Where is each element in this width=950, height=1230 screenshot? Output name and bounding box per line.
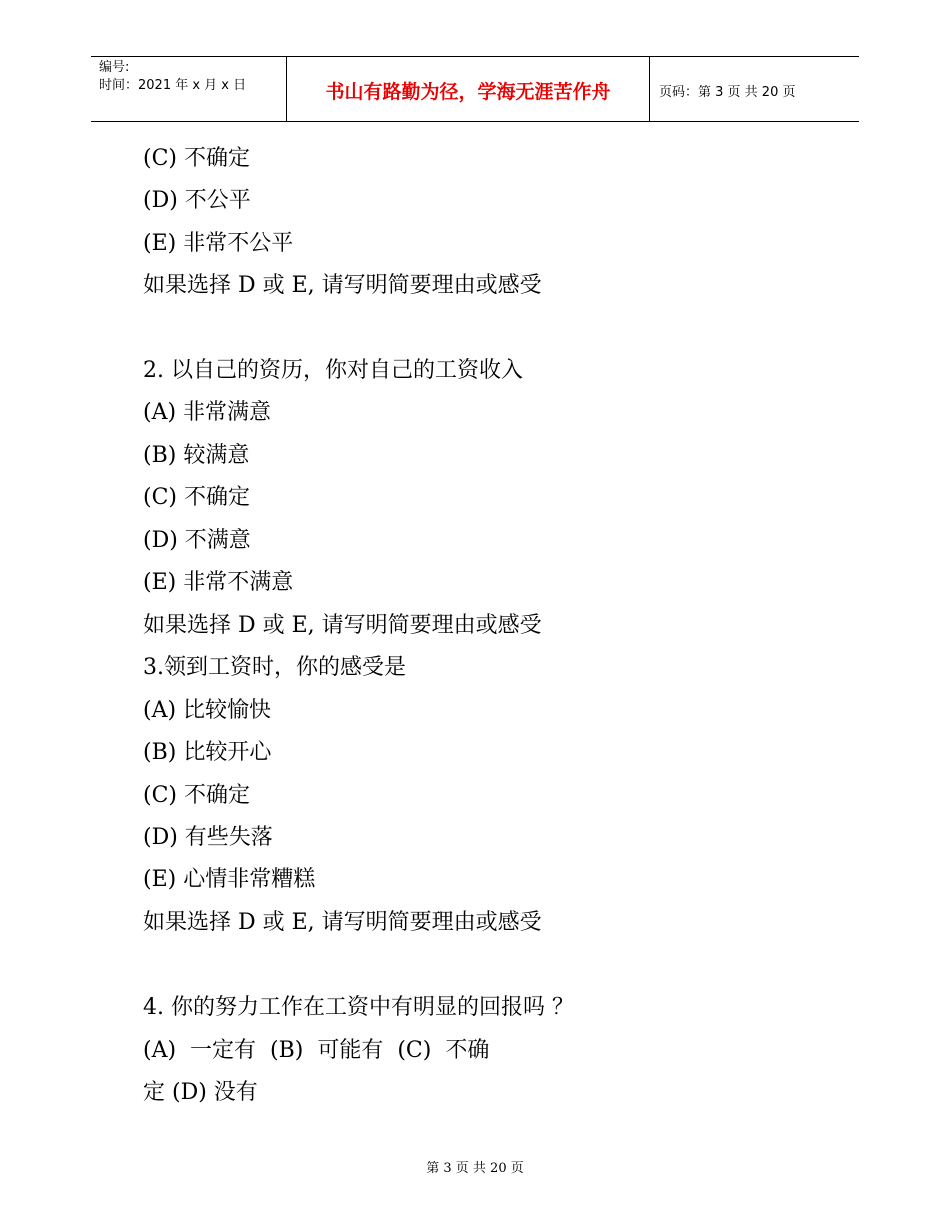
text-line: (C) 不确定 bbox=[143, 485, 250, 510]
question-2: 2. 以自己的资历，你对自己的工资收入 bbox=[143, 358, 523, 383]
question-4: 4. 你的努力工作在工资中有明显的回报吗 ？ bbox=[143, 995, 574, 1020]
text-line: 如果选择 D 或 E, 请写明简要理由或感受 bbox=[143, 910, 542, 935]
text-line: (E) 非常不满意 bbox=[143, 570, 294, 595]
text-line: (C) 不确定 bbox=[143, 783, 250, 808]
text-line: (A) 非常满意 bbox=[143, 400, 272, 425]
text-line: (B) 较满意 bbox=[143, 443, 250, 468]
text-line: (D) 有些失落 bbox=[143, 825, 273, 850]
text-line: 如果选择 D 或 E, 请写明简要理由或感受 bbox=[143, 273, 542, 298]
header-meta bbox=[99, 59, 246, 95]
header-motto: 书山有路勤为径，学海无涯苦作舟 bbox=[325, 81, 611, 103]
text-line: 定 (D) 没有 bbox=[143, 1080, 258, 1105]
text-line: (A) 一定有 (B) 可能有 (C) 不确 bbox=[143, 1038, 490, 1063]
document-time-label: 时间：2021 年 x 月 x 日 bbox=[99, 78, 247, 93]
text-line: 如果选择 D 或 E, 请写明简要理由或感受 bbox=[143, 613, 542, 638]
question-3: 3.领到工资时，你的感受是 bbox=[143, 655, 406, 680]
text-line: (B) 比较开心 bbox=[143, 740, 272, 765]
text-line: (C) 不确定 bbox=[143, 146, 250, 171]
text-line: (A) 比较愉快 bbox=[143, 698, 272, 723]
page-header bbox=[91, 56, 859, 122]
text-line: (E) 心情非常糟糕 bbox=[143, 867, 316, 892]
header-page-info: 页码：第 3 页 共 20 页 bbox=[659, 85, 796, 100]
page-footer: 第 3 页 共 20 页 bbox=[426, 1161, 524, 1176]
header-divider-right bbox=[649, 57, 650, 121]
text-line: (D) 不满意 bbox=[143, 528, 251, 553]
text-line: (D) 不公平 bbox=[143, 188, 251, 213]
text-line: (E) 非常不公平 bbox=[143, 231, 294, 256]
document-number-label: 编号: bbox=[99, 60, 130, 75]
